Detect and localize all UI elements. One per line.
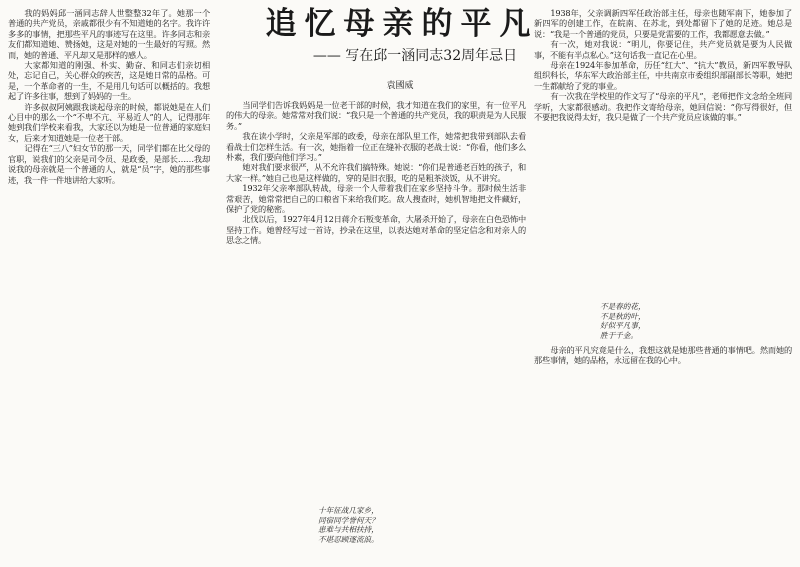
paragraph: 北伐以后，1927年4月12日蒋介石叛变革命，大屠杀开始了，母亲在白色恐怖中坚持工作。她曾经写过一首诗，抄录在这里，以表达她对革命的坚定信念和对亲人的思念之情。 bbox=[226, 214, 526, 246]
poem-right bbox=[600, 302, 720, 340]
paragraph: 当同学们告诉我妈妈是一位老干部的时候，我才知道在我们的家里，有一位平凡的伟大的母亲。她常常对我们说：“我只是一个普通的共产党员，我的职责是为人民服务。” bbox=[226, 100, 526, 131]
paragraph: 母亲在1924年参加革命，历任“红大”、“抗大”教员，新四军教导队组织科长，华东军大政治部主任，中共南京市委组织部副部长等职，她把一生都献给了党的事业。 bbox=[534, 60, 792, 91]
poem-middle bbox=[318, 506, 458, 544]
article-author: 袁國威 bbox=[386, 81, 414, 91]
paragraph: 1932年父亲率部队转战，母亲一个人带着我们在家乡坚持斗争。那时候生活非常艰苦，她常常把自己的口粮省下来给我们吃。敌人搜查时，她机智地把文件藏好，保护了党的秘密。 bbox=[226, 183, 526, 215]
poem-line: 胜于千金。 bbox=[600, 330, 638, 340]
poem-line: 同宿同学誉何天？ bbox=[318, 515, 379, 525]
article-title: 追忆母亲的平凡 bbox=[265, 6, 539, 42]
paragraph: 我的妈妈邱一涵同志辞人世整整32年了。她那一个普通的共产党员，亲戚都很少有不知道她的名字。我许许多多的事情，把那些平凡的事迹写在这里。许多同志和亲友们都知道她、赞扬她，这是对她的一生最好的写照。然而，她的普通、平凡却又是那样的感人。 bbox=[8, 8, 210, 60]
column-left bbox=[8, 8, 210, 558]
paragraph: 母亲的平凡究竟是什么，我想这就是她那些普通的事情吧。然而她的那些事情，她的品格，永远留在我的心中。 bbox=[534, 345, 792, 366]
paragraph: 有一次我在学校里的作文写了“母亲的平凡”，老师把作文念给全班同学听，大家都很感动。我把作文寄给母亲，她回信说：“你写得很好，但不要把我说得太好，我只是做了一个共产党员应该做的事。” bbox=[534, 91, 792, 123]
paragraph: 她对我们要求很严，从不允许我们搞特殊。她说：“你们是普通老百姓的孩子，和大家一样。”她自己也是这样做的，穿的是旧衣服，吃的是粗茶淡饭，从不讲究。 bbox=[226, 162, 526, 183]
poem-line: 不堪忍顾逐流浪。 bbox=[318, 534, 379, 544]
poem-line: 十年征战几家乡， bbox=[318, 506, 379, 515]
paragraph: 大家都知道的刚强、朴实、勤奋、和同志们亲切相处，忘记自己，关心群众的疾苦，这是她日常的品格。可是，一个革命者的一生，不是用几句话可以概括的。我想起了许多往事，想到了妈妈的一生。 bbox=[8, 60, 210, 102]
column-middle bbox=[226, 100, 526, 500]
paragraph: 许多叔叔阿姨跟我谈起母亲的时候，都说她是在人们心目中的那么一个“不卑不亢、平易近人”的人，记得那年她到我们学校来看我，大家还以为她是一位普通的家庭妇女，后来才知道她是一位老干部。 bbox=[8, 101, 210, 143]
paragraph: 有一次，她对我说：“明儿，你要记住，共产党员就是要为人民做事，不能有半点私心。”这句话我一直记在心里。 bbox=[534, 39, 792, 60]
column-right-lower bbox=[534, 345, 792, 557]
article-subtitle: —— 写在邱一涵同志32周年忌日 bbox=[312, 48, 518, 64]
poem-line: 患难与共相扶持， bbox=[318, 525, 379, 535]
paragraph: 1938年，父亲调新四军任政治部主任，母亲也随军南下，她参加了新四军的创建工作，在皖南、在苏北，到处都留下了她的足迹。她总是说：“我是一个普通的党员，只要是党需要的工作，我都愿意去做。” bbox=[534, 8, 792, 39]
poem-line: 不是春的花， bbox=[600, 302, 646, 311]
poem-line: 好似平凡事， bbox=[600, 321, 646, 331]
column-right bbox=[534, 8, 792, 300]
paragraph: 记得在“三八”妇女节的那一天，同学们都在比父母的官职，说我们的父亲是司令员、是政委，是部长……我却说我的母亲就是一个普通的人，就是“员”字，她的那些事迹，我一件一件地讲给大家听。 bbox=[8, 143, 210, 185]
paragraph: 我在读小学时，父亲是军部的政委，母亲在部队里工作，她常把我带到部队去看看战士们怎样生活。有一次，她指着一位正在缝补衣服的老战士说：“你看，他们多么朴素，我们要向他们学习。” bbox=[226, 131, 526, 163]
poem-line: 不是秋的叶， bbox=[600, 311, 646, 321]
